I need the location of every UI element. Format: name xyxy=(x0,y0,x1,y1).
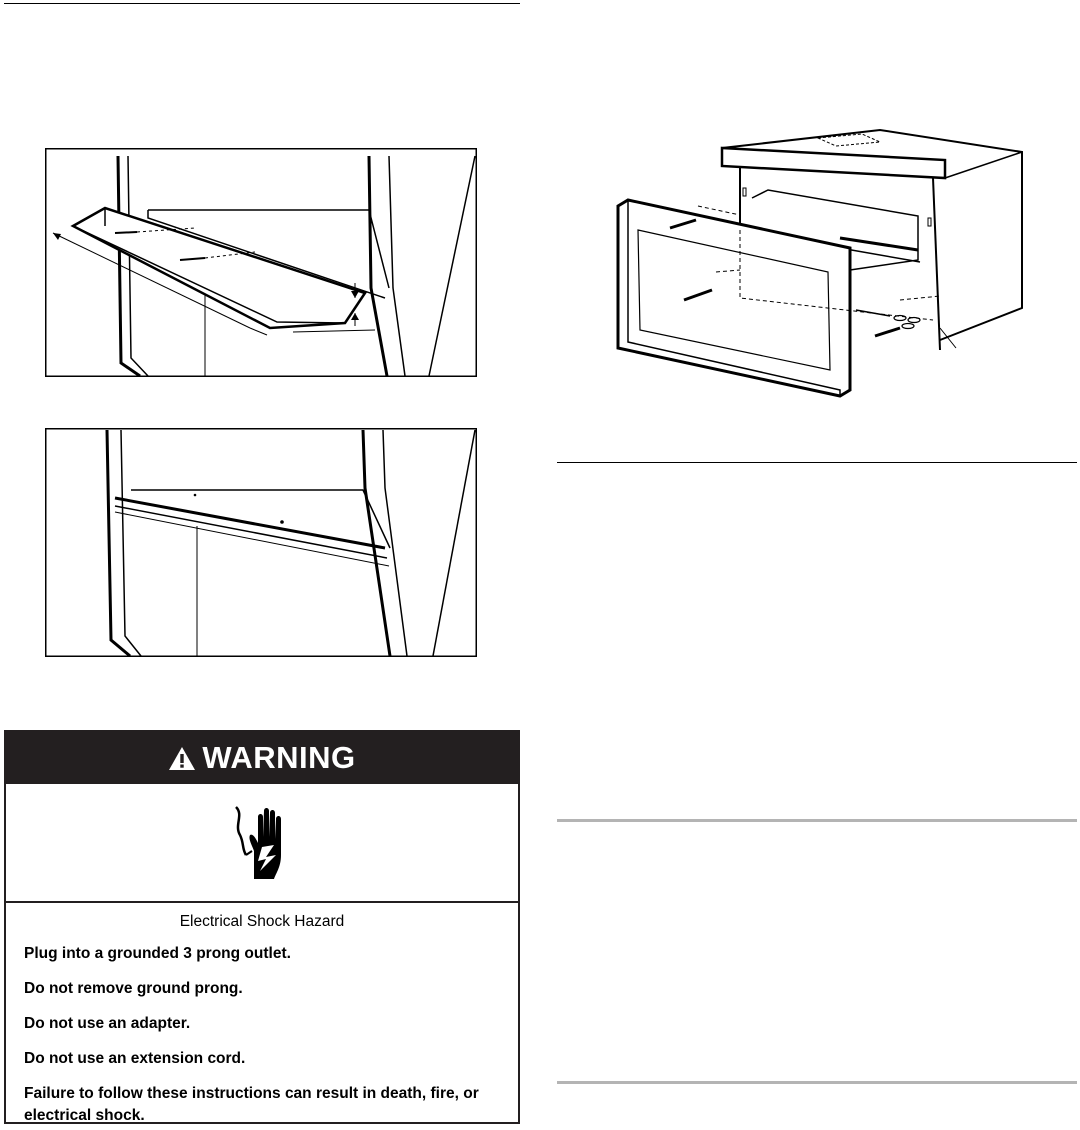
warning-triangle-icon xyxy=(168,746,196,771)
right-section-rule xyxy=(557,462,1077,463)
hazard-title: Electrical Shock Hazard xyxy=(179,913,345,930)
shelf-installed-illustration xyxy=(45,428,477,657)
electrical-shock-hand-icon xyxy=(230,805,294,881)
hazard-line-ground-prong: Do not remove ground prong. xyxy=(24,980,243,997)
warning-box xyxy=(4,730,520,1124)
shelf-bracket-illustration xyxy=(45,148,477,377)
drawer-trim-figure xyxy=(600,120,1040,405)
right-gray-rule-2 xyxy=(557,1081,1077,1084)
top-left-rule xyxy=(4,3,520,4)
shelf-installed-figure xyxy=(45,428,477,657)
hazard-line-adapter: Do not use an adapter. xyxy=(24,1015,191,1032)
hazard-line-extension-cord: Do not use an extension cord. xyxy=(24,1050,246,1067)
warning-header xyxy=(6,732,518,784)
warning-title: WARNING xyxy=(202,740,356,775)
drawer-trim-illustration xyxy=(600,120,1040,405)
hazard-line-grounded-outlet: Plug into a grounded 3 prong outlet. xyxy=(24,945,291,962)
hazard-text xyxy=(6,903,518,1127)
warning-icon-area xyxy=(6,784,518,903)
right-gray-rule-1 xyxy=(557,819,1077,822)
hazard-line-failure-consequence: Failure to follow these instructions can result in death, fire, or electrical shock. xyxy=(24,1085,479,1124)
shelf-bracket-figure xyxy=(45,148,477,377)
